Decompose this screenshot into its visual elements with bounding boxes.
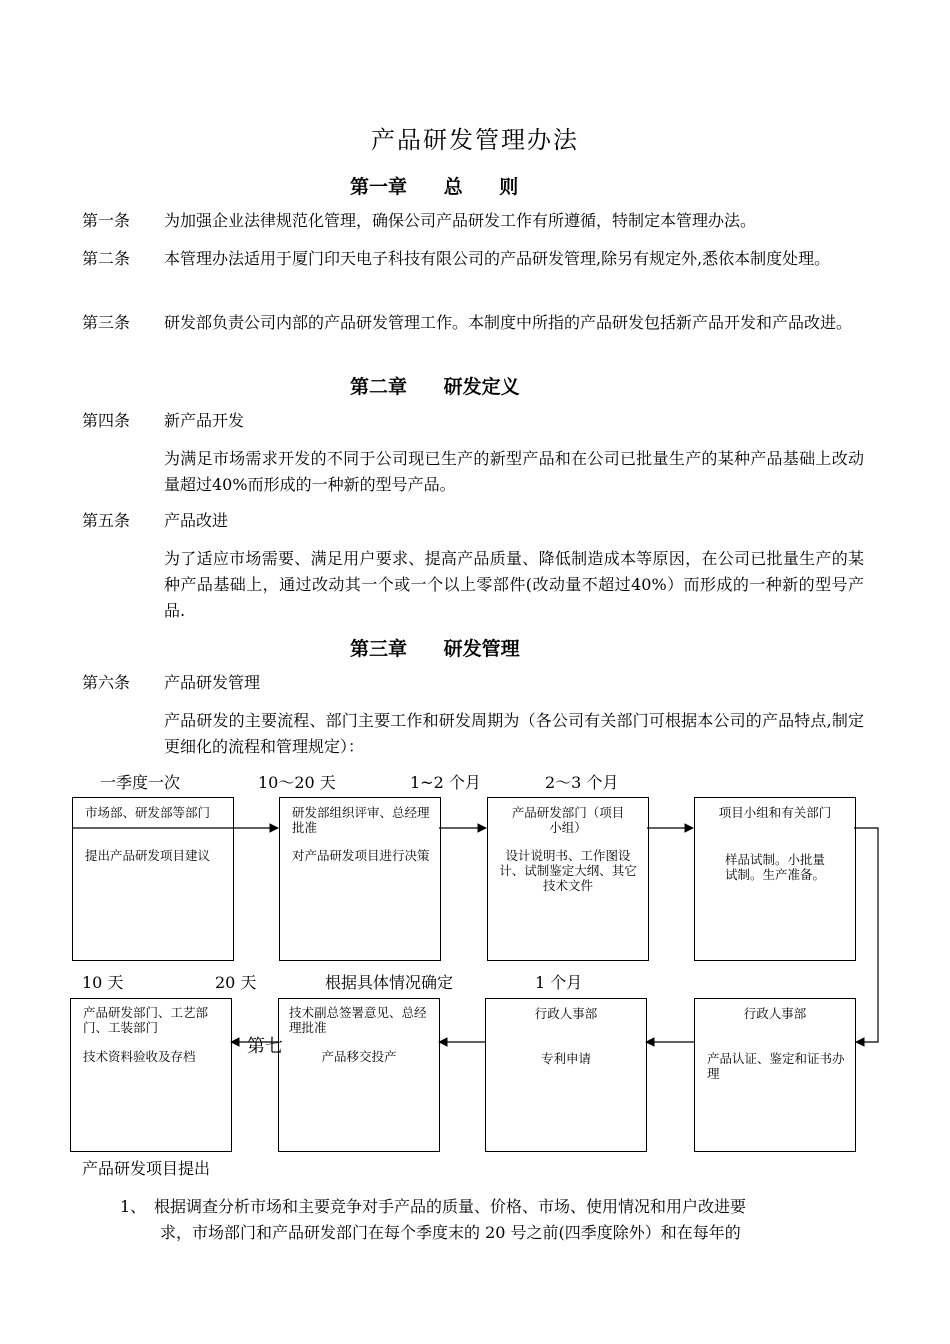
flow-box-header: 项目小组和有关部门 <box>718 805 832 820</box>
flow-box-header: 技术副总签署意见、总经理批准 <box>289 1005 427 1035</box>
list-item-number: 1、 <box>120 1197 147 1216</box>
period-label: 1 个月 <box>535 973 583 992</box>
article-2-label: 第二条 <box>82 249 131 268</box>
flow-box-body: 技术资料验收及存档 <box>83 1049 196 1064</box>
flow-box-header: 产品研发部门（项目小组） <box>511 805 625 835</box>
document-title: 产品研发管理办法 <box>371 126 579 154</box>
article-4-paragraph: 为满足市场需求开发的不同于公司现已生产的新型产品和在公司已批量生产的某种产品基础上改动量超过40%而形成的一种新的型号产品。 <box>164 449 864 494</box>
article-7-fragment: 第七 <box>247 1036 283 1057</box>
article-5-paragraph: 为了适应市场需要、满足用户要求、提高产品质量、降低制造成本等原因，在公司已批量生产的某种产品基础上，通过改动其一个或一个以上零部件(改动量不超过40%）而形成的一种新的型号产品. <box>164 549 864 620</box>
period-label: 10 天 <box>82 973 124 992</box>
section-title: 产品研发项目提出 <box>82 1159 211 1178</box>
flow-box-header: 行政人事部 <box>534 1006 598 1021</box>
chapter-1-heading: 第一章 总 则 <box>350 176 519 198</box>
article-6-paragraph: 产品研发的主要流程、部门主要工作和研发周期为（各公司有关部门可根据本公司的产品特点,制定更细化的流程和管理规定）： <box>164 711 864 756</box>
flow-box-body: 提出产品研发项目建议 <box>85 848 211 863</box>
flow-box-header: 行政人事部 <box>743 1006 807 1021</box>
article-3-label: 第三条 <box>82 313 131 332</box>
article-6-label: 第六条 <box>82 673 131 692</box>
article-5-title: 产品改进 <box>164 511 229 530</box>
flow-box-body: 专利申请 <box>540 1051 591 1066</box>
flow-box-body: 样品试制。小批量试制。生产准备。 <box>725 852 826 882</box>
list-item-line: 求，市场部门和产品研发部门在每个季度末的 20 号之前(四季度除外）和在每年的 <box>160 1223 741 1242</box>
period-label: 20 天 <box>215 973 257 992</box>
flow-box-body: 产品认证、鉴定和证书办理 <box>707 1051 845 1081</box>
period-label: 2～3 个月 <box>545 773 619 792</box>
flow-box-header: 产品研发部门、工艺部门、工装部门 <box>83 1005 209 1035</box>
flow-box-body: 对产品研发项目进行决策 <box>292 848 430 863</box>
flow-box-header: 研发部组织评审、总经理批准 <box>292 805 430 835</box>
period-label: 一季度一次 <box>100 773 181 792</box>
article-5-label: 第五条 <box>82 511 131 530</box>
flow-box-body: 产品移交投产 <box>321 1049 397 1064</box>
article-3-text: 研发部负责公司内部的产品研发管理工作。本制度中所指的产品研发包括新产品开发和产品改进。 <box>164 313 853 332</box>
arrow-4-down <box>854 828 878 1042</box>
period-label: 根据具体情况确定 <box>325 973 454 992</box>
chapter-2-heading: 第二章 研发定义 <box>350 376 520 398</box>
period-label: 1~2 个月 <box>410 773 481 792</box>
article-4-title: 新产品开发 <box>164 411 245 430</box>
period-label: 10～20 天 <box>258 773 336 792</box>
chapter-3-heading: 第三章 研发管理 <box>350 638 520 660</box>
article-4-label: 第四条 <box>82 411 131 430</box>
article-1-text: 为加强企业法律规范化管理，确保公司产品研发工作有所遵循，特制定本管理办法。 <box>164 211 757 230</box>
article-1-label: 第一条 <box>82 211 131 230</box>
article-6-title: 产品研发管理 <box>164 673 261 692</box>
flow-box-header: 市场部、研发部等部门 <box>85 805 211 820</box>
article-2-text: 本管理办法适用于厦门印天电子科技有限公司的产品研发管理,除另有规定外,悉依本制度处理。 <box>164 249 831 268</box>
flow-box-body: 设计说明书、工作图设计、试制鉴定大纲、其它技术文件 <box>499 848 637 893</box>
list-item-line: 根据调查分析市场和主要竞争对手产品的质量、价格、市场、使用情况和用户改进要 <box>154 1197 747 1216</box>
